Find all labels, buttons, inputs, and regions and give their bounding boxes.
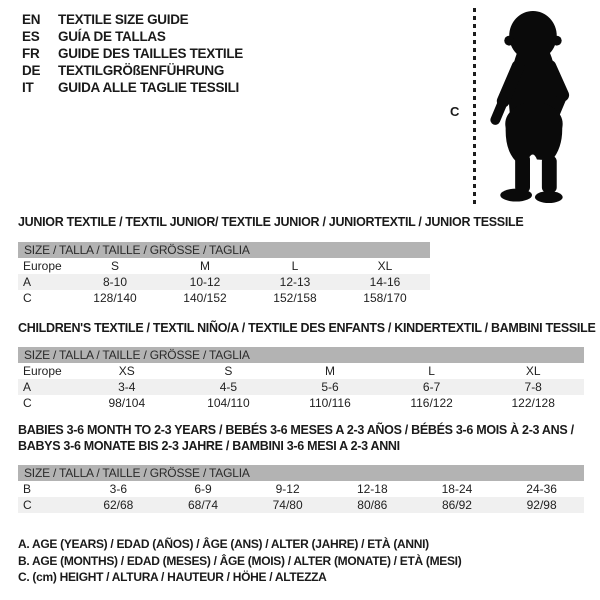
table-cell: 18-24 [441, 482, 473, 496]
height-measure-label: C [450, 104, 460, 119]
footnotes [18, 536, 461, 586]
table-cell: 4-5 [178, 379, 280, 395]
table-cell: S [110, 259, 119, 273]
table-cell: 3-4 [76, 379, 178, 395]
table-cell: L [428, 364, 435, 378]
table-cell: 6-7 [381, 379, 483, 395]
row-label-cell: Europe [23, 364, 62, 378]
table-cell: 7-8 [482, 379, 584, 395]
table-cell: 74/80 [245, 497, 330, 513]
table-cell: XL [377, 259, 393, 273]
row-label-cell: C [23, 396, 32, 410]
table-cell: 3-6 [109, 482, 127, 496]
table-cell: M [324, 364, 335, 378]
table-cell: 10-12 [160, 274, 250, 290]
language-title: GUIDE DES TAILLES TEXTILE [58, 46, 244, 61]
table-cell: 110/116 [309, 396, 351, 410]
size-header-bar [18, 347, 584, 363]
language-title: GUÍA DE TALLAS [58, 29, 166, 44]
table-cell: L [291, 259, 299, 273]
language-code: IT [22, 80, 34, 95]
row-label-cell: A [18, 379, 76, 395]
table-cell: 104/110 [207, 396, 250, 410]
table-row [18, 497, 584, 513]
table-cell: 62/68 [76, 497, 161, 513]
junior-size-table [18, 242, 430, 306]
table-cell: XS [118, 364, 135, 378]
table-cell: 9-12 [275, 482, 300, 496]
table-cell: XL [525, 364, 541, 378]
table-cell: 122/128 [511, 396, 555, 410]
language-row [22, 45, 243, 62]
row-label-cell: B [23, 482, 32, 496]
row-label-cell: Europe [23, 259, 62, 273]
table-cell: 80/86 [330, 497, 415, 513]
table-cell: M [200, 259, 210, 273]
table-cell: 86/92 [415, 497, 500, 513]
table-cell: S [224, 364, 233, 378]
language-code: ES [22, 29, 40, 44]
language-list [22, 11, 243, 96]
table-cell: 68/74 [161, 497, 246, 513]
footnote-a: A. AGE (YEARS) / EDAD (AÑOS) / ÂGE (ANS) / ALTER (JAHRE) / ETÀ (ANNI) [18, 537, 429, 551]
language-row [22, 28, 243, 45]
size-header-bar [18, 465, 584, 481]
language-code: FR [22, 46, 40, 61]
table-cell: 8-10 [70, 274, 160, 290]
height-measure-dashed-line [473, 8, 476, 206]
table-cell: 24-36 [526, 482, 557, 496]
table-row [18, 274, 430, 290]
footnote-b: B. AGE (MONTHS) / EDAD (MESES) / ÂGE (MOIS) / ALTER (MONATE) / ETÀ (MESI) [18, 553, 462, 568]
table-cell: 12-18 [356, 482, 388, 496]
table-row [18, 379, 584, 395]
table-cell: 116/122 [410, 396, 453, 410]
footnote-c: C. (cm) HEIGHT / ALTURA / HAUTEUR / HÖHE / ALTEZZA [18, 570, 327, 584]
table-title-babies-line2: BABYS 3-6 MONATE BIS 2-3 JAHRE / BAMBINI 3-6 MESI A 2-3 ANNI [18, 439, 400, 453]
row-label-cell: C [18, 497, 76, 513]
table-cell: 158/170 [363, 291, 407, 305]
table-cell: 98/104 [108, 396, 146, 410]
table-row [18, 290, 430, 306]
table-cell: 152/158 [273, 291, 317, 305]
row-label-cell: C [23, 291, 32, 305]
row-label-cell: A [18, 274, 70, 290]
babies-size-table [18, 465, 584, 513]
table-row [18, 363, 584, 379]
children-size-table [18, 347, 584, 411]
table-row [18, 481, 584, 497]
table-title-babies-line1: BABIES 3-6 MONTH TO 2-3 YEARS / BEBÉS 3-6 MESES A 2-3 AÑOS / BÉBÉS 3-6 MOIS À 2-3 ANS / [18, 423, 574, 437]
table-cell: 12-13 [250, 274, 340, 290]
language-title: TEXTILE SIZE GUIDE [58, 12, 189, 27]
table-title-children: CHILDREN'S TEXTILE / TEXTIL NIÑO/A / TEXTILE DES ENFANTS / KINDERTEXTIL / BAMBINI TESSILE [18, 321, 596, 335]
table-row [18, 258, 430, 274]
size-header-label: SIZE / TALLA / TAILLE / GRÖSSE / TAGLIA [18, 465, 584, 481]
table-cell: 92/98 [499, 497, 584, 513]
table-cell: 14-16 [340, 274, 430, 290]
table-title-babies [18, 422, 574, 454]
language-row [22, 62, 243, 79]
language-row [22, 79, 243, 96]
size-header-label: SIZE / TALLA / TAILLE / GRÖSSE / TAGLIA [18, 242, 430, 258]
language-title: GUIDA ALLE TAGLIE TESSILI [58, 80, 239, 95]
table-cell: 128/140 [93, 291, 137, 305]
table-row [18, 395, 584, 411]
table-cell: 5-6 [279, 379, 381, 395]
language-code: EN [22, 12, 41, 27]
table-cell: 140/152 [183, 291, 227, 305]
size-header-label: SIZE / TALLA / TAILLE / GRÖSSE / TAGLIA [18, 347, 584, 363]
toddler-silhouette-icon [480, 9, 580, 207]
language-code: DE [22, 63, 41, 78]
table-title-junior: JUNIOR TEXTILE / TEXTIL JUNIOR/ TEXTILE JUNIOR / JUNIORTEXTIL / JUNIOR TESSILE [18, 215, 524, 229]
language-title: TEXTILGRÖßENFÜHRUNG [58, 63, 225, 78]
table-cell: 6-9 [194, 482, 212, 496]
size-header-bar [18, 242, 430, 258]
language-row [22, 11, 243, 28]
